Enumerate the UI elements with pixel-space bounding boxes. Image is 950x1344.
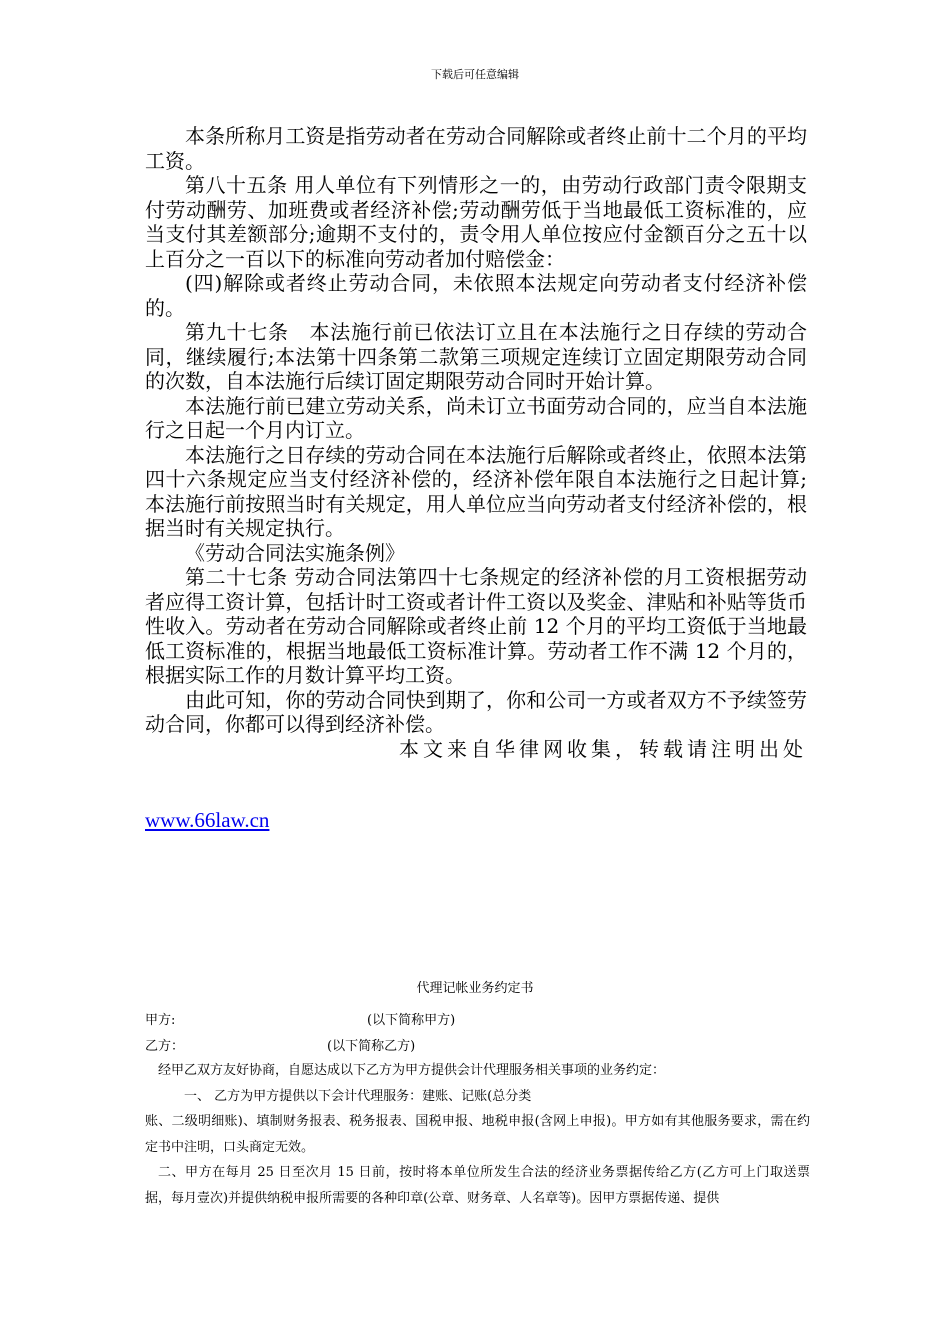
paragraph: 本法施行之日存续的劳动合同在本法施行后解除或者终止，依照本法第四十六条规定应当支付经济补偿的，经济补偿年限自本法施行之日起计算;本法施行前按照当时有关规定，用人单位应当向劳动者支付经济补偿的，根据当时有关规定执行。 [145,442,807,540]
party-b-note: (以下简称乙方) [327,1039,416,1054]
contract-body [145,1058,810,1211]
party-b-label: 乙方： [145,1039,185,1054]
party-a-label: 甲方: [145,1013,176,1028]
source-link[interactable]: www.66law.cn [145,808,270,832]
contract-title: 代理记帐业务约定书 [416,981,534,996]
paragraph: 第二十七条 劳动合同法第四十七条规定的经济补偿的月工资根据劳动者应得工资计算，包括计时工资或者计件工资以及奖金、津贴和补贴等货币性收入。劳动者在劳动合同解除或者终止前 12 个月的平均工资低于当地最低工资标准的，根据当地最低工资标准计算。劳动者工作不满 12 个月的，根据实际工作的月数计算平均工资。 [145,565,807,687]
paragraph: 由此可知，你的劳动合同快到期了，你和公司一方或者双方不予续签劳动合同，你都可以得到经济补偿。 [145,687,807,736]
paragraph: (四)解除或者终止劳动合同，未依照本法规定向劳动者支付经济补偿的。 [145,271,807,320]
page-header: 下载后可任意编辑 [431,68,519,81]
party-b-line [145,1034,810,1060]
contract-intro: 经甲乙双方友好协商，自愿达成以下乙方为甲方提供会计代理服务相关事项的业务约定： [158,1063,666,1078]
contract-item-2: 二、甲方在每月 25 日至次月 15 日前，按时将本单位所发生合法的经济业务票据传给乙方(乙方可上门取送票据，每月壹次)并提供纳税申报所需要的各种印章(公章、财务章、人名章等)。因甲方票据传递、提供 [145,1165,810,1206]
source-note: 本文来自华律网收集，转载请注明出处 [399,736,807,761]
regulation-title: 《劳动合同法实施条例》 [185,540,405,565]
contract-item-1-rest: 账、二级明细账)、填制财务报表、税务报表、国税申报、地税申报(含网上申报)。甲方如有其他服务要求，需在约定书中注明，口头商定无效。 [145,1114,810,1155]
paragraph: 第八十五条 用人单位有下列情形之一的，由劳动行政部门责令限期支付劳动酬劳、加班费或者经济补偿;劳动酬劳低于当地最低工资标准的，应当支付其差额部分;逾期不支付的，责令用人单位按应付金额百分之五十以上百分之一百以下的标准向劳动者加付赔偿金： [145,173,807,271]
party-a-note: (以下简称甲方) [367,1013,456,1028]
contract-item-1-first: 一、 乙方为甲方提供以下会计代理服务：建账、记账(总分类 [184,1088,532,1104]
party-a-line [145,1008,810,1034]
main-article [145,124,807,761]
paragraph: 本条所称月工资是指劳动者在劳动合同解除或者终止前十二个月的平均工资。 [145,124,807,173]
paragraph: 本法施行前已建立劳动关系，尚未订立书面劳动合同的，应当自本法施行之日起一个月内订立。 [145,393,807,442]
paragraph: 第九十七条 本法施行前已依法订立且在本法施行之日存续的劳动合同，继续履行;本法第十四条第二款第三项规定连续订立固定期限劳动合同的次数，自本法施行后续订固定期限劳动合同时开始计算。 [145,320,807,393]
